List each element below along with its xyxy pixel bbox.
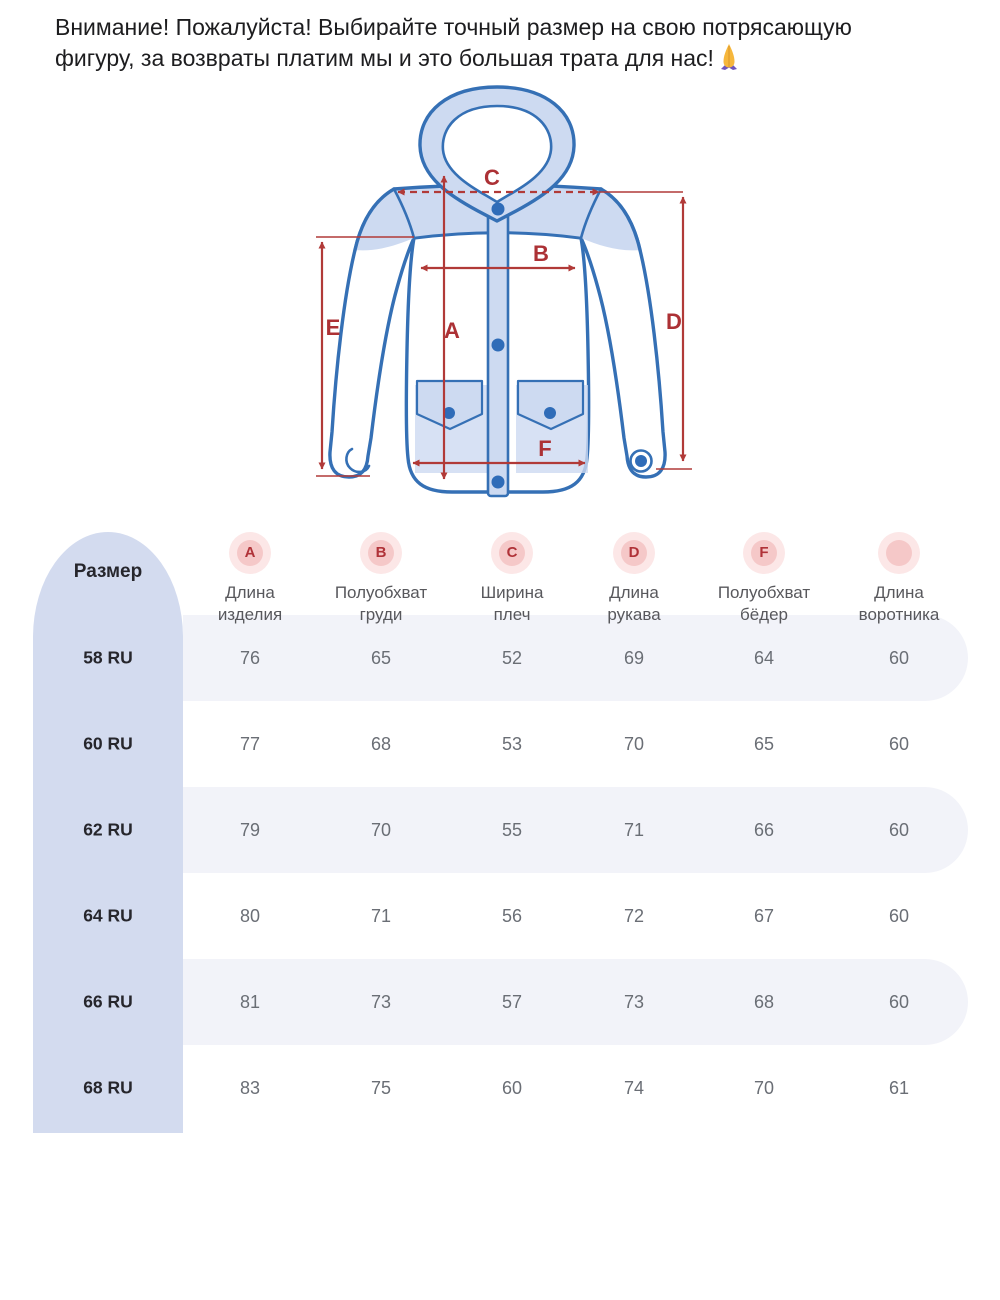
cell: 72 [623,906,645,926]
letter-f: F [538,436,552,461]
column-label: Полуобхват груди [334,583,428,624]
letter-a: A [444,318,460,343]
cell: 70 [623,734,645,754]
marker-badge-c: C [499,540,525,566]
cell: 73 [623,992,645,1012]
letter-b: B [533,241,549,266]
cell: 73 [370,992,392,1012]
size-label: 58 RU [83,647,133,668]
letter-e: E [325,315,341,340]
middle-button [492,339,505,352]
column-label: Полуобхват бёдер [717,583,811,624]
cell: 60 [888,734,910,754]
cell: 65 [753,734,775,754]
cell: 80 [239,906,261,926]
size-label: 62 RU [83,819,133,840]
jacket-outline [330,87,665,496]
cell: 79 [239,820,261,840]
column-hips [689,528,839,1098]
marker-badge-blank [886,540,912,566]
cell: 60 [888,906,910,926]
size-column [33,532,183,1133]
marker-badge-f: F [751,540,777,566]
jacket-measurement-diagram [0,78,1000,528]
cell: 53 [501,734,523,754]
column-length [175,528,325,1098]
cell: 64 [753,648,775,668]
cell: 67 [753,906,775,926]
cell: 71 [623,820,645,840]
warning-line-1: Внимание! Пожалуйста! Выбирайте точный размер на свою потрясающую [55,14,852,40]
size-column-header: Размер [73,561,143,582]
cell: 60 [888,648,910,668]
cell: 55 [501,820,523,840]
right-cuff-button [635,455,647,467]
column-label: Длина рукава [607,583,661,624]
cell: 71 [370,906,392,926]
warning-text [55,12,965,78]
cell: 76 [239,648,261,668]
cell: 52 [501,648,523,668]
cell: 61 [888,1078,910,1098]
folded-hands-emoji [718,44,740,78]
bottom-button [492,476,505,489]
size-label: 68 RU [83,1077,133,1098]
cell: 70 [753,1078,775,1098]
cell: 70 [370,820,392,840]
marker-badge-b: B [368,540,394,566]
warning-line-2: фигуру, за возвраты платим мы и это большая трата для нас! [55,45,714,71]
top-button [492,203,505,216]
cell: 77 [239,734,261,754]
cell: 60 [888,820,910,840]
cell: 68 [753,992,775,1012]
column-sleeve [559,528,709,1098]
cell: 81 [239,992,261,1012]
marker-badge-a: A [237,540,263,566]
cell: 68 [370,734,392,754]
letter-c: C [484,165,500,190]
column-label: Длина изделия [217,583,283,624]
right-pocket-button [544,407,556,419]
cell: 60 [888,992,910,1012]
size-label: 64 RU [83,905,133,926]
cell: 56 [501,906,523,926]
letter-d: D [666,309,682,334]
marker-badge-d: D [621,540,647,566]
cell: 75 [370,1078,392,1098]
size-label: 60 RU [83,733,133,754]
cell: 83 [239,1078,261,1098]
cell: 60 [501,1078,523,1098]
cell: 66 [753,820,775,840]
column-label: Длина воротника [858,583,940,624]
column-chest [306,528,456,1098]
column-collar [824,528,974,1098]
column-label: Ширина плеч [480,583,544,624]
cell: 65 [370,648,392,668]
cell: 69 [623,648,645,668]
cell: 57 [501,992,523,1012]
size-label: 66 RU [83,991,133,1012]
cell: 74 [623,1078,645,1098]
